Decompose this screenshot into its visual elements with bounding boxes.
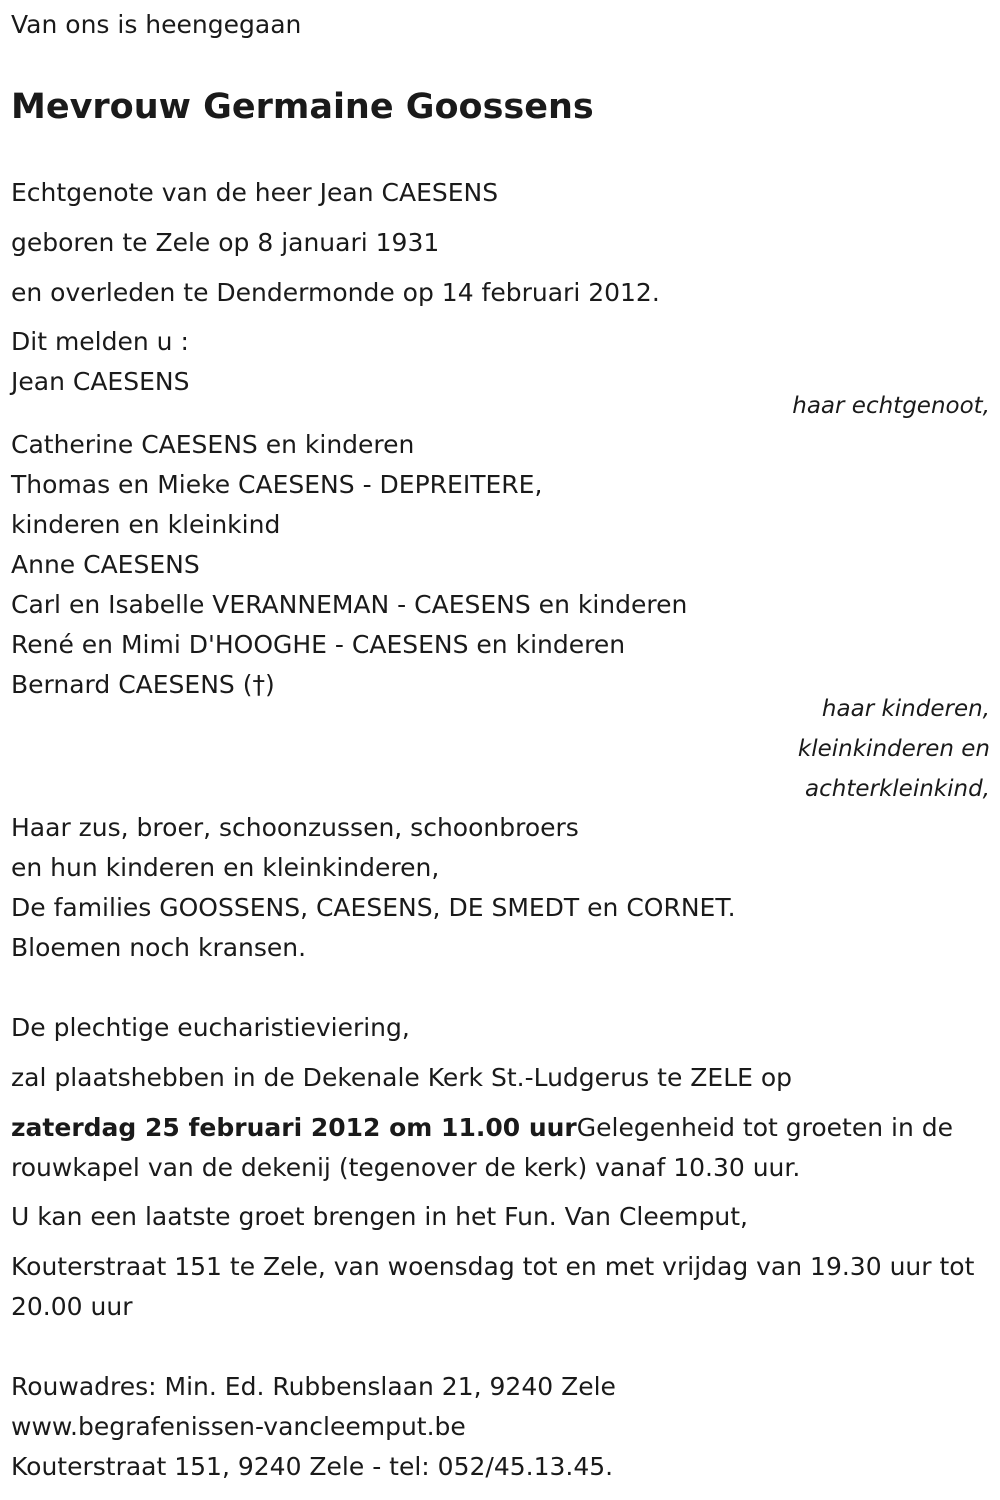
child-line: kinderen en kleinkind bbox=[11, 510, 281, 539]
funeral-home-contact: Kouterstraat 151, 9240 Zele - tel: 052/45.13.45. bbox=[11, 1452, 614, 1481]
greeting-info: Gelegenheid tot groeten in de rouwkapel van de dekenij (tegenover de kerk) vanaf 10.30 uur. bbox=[11, 1113, 954, 1182]
intro-text: Van ons is heengegaan bbox=[11, 10, 302, 39]
service-date: zaterdag 25 februari 2012 om 11.00 uur bbox=[11, 1113, 577, 1142]
child-line: René en Mimi D'HOOGHE - CAESENS en kinderen bbox=[11, 630, 626, 659]
flowers-line: Bloemen noch kransen. bbox=[11, 933, 307, 962]
visit-detail: Kouterstraat 151 te Zele, van woensdag tot en met vrijdag van 19.30 uur tot 20.00 uur bbox=[11, 1252, 975, 1321]
announce-intro: Dit melden u : bbox=[11, 327, 189, 356]
service-line: De plechtige eucharistieviering, bbox=[11, 1013, 410, 1042]
visit-line: U kan een laatste groet brengen in het Fun. Van Cleemput, bbox=[11, 1202, 748, 1231]
children-role: kleinkinderen en bbox=[797, 736, 990, 762]
children-role: achterkleinkind, bbox=[805, 776, 990, 802]
spouse-line: Echtgenote van de heer Jean CAESENS bbox=[11, 178, 499, 207]
service-location: zal plaatshebben in de Dekenale Kerk St.-Ludgerus te ZELE op bbox=[11, 1063, 793, 1092]
family-line: en hun kinderen en kleinkinderen, bbox=[11, 853, 440, 882]
died-line: en overleden te Dendermonde op 14 februari 2012. bbox=[11, 278, 660, 307]
website-link[interactable]: www.begrafenissen-vancleemput.be bbox=[11, 1412, 466, 1441]
family-line: De families GOOSSENS, CAESENS, DE SMEDT en CORNET. bbox=[11, 893, 736, 922]
family-line: Haar zus, broer, schoonzussen, schoonbroers bbox=[11, 813, 579, 842]
child-line: Catherine CAESENS en kinderen bbox=[11, 430, 415, 459]
service-date-paragraph bbox=[11, 1108, 986, 1188]
announce-spouse: Jean CAESENS bbox=[11, 367, 190, 396]
children-role: haar kinderen, bbox=[821, 696, 990, 722]
child-line: Bernard CAESENS (†) bbox=[11, 670, 275, 699]
deceased-name: Mevrouw Germaine Goossens bbox=[11, 87, 594, 127]
child-line: Carl en Isabelle VERANNEMAN - CAESENS en kinderen bbox=[11, 590, 688, 619]
spouse-role: haar echtgenoot, bbox=[792, 393, 990, 419]
child-line: Anne CAESENS bbox=[11, 550, 200, 579]
child-line: Thomas en Mieke CAESENS - DEPREITERE, bbox=[11, 470, 543, 499]
born-line: geboren te Zele op 8 januari 1931 bbox=[11, 228, 440, 257]
mourning-address: Rouwadres: Min. Ed. Rubbenslaan 21, 9240 Zele bbox=[11, 1372, 616, 1401]
